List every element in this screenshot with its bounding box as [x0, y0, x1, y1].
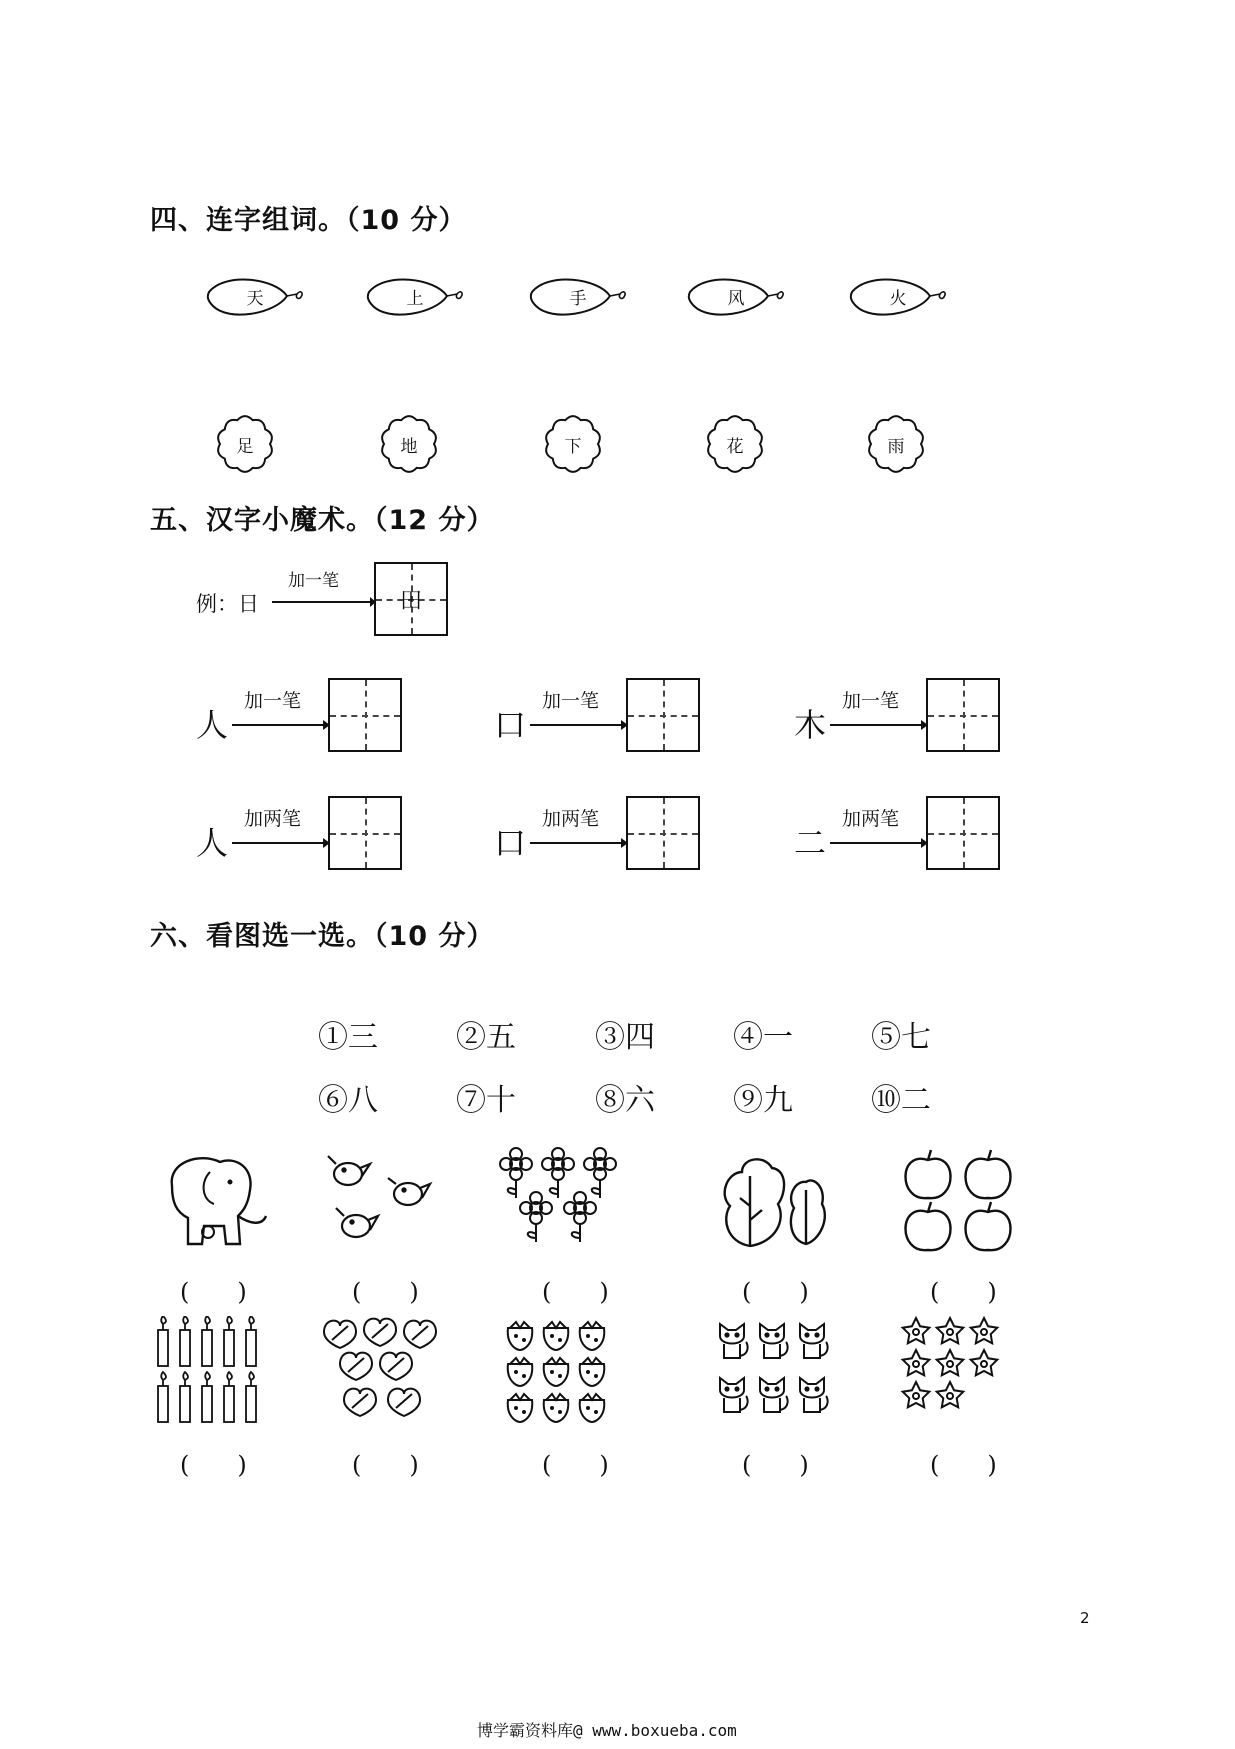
flower-word-item[interactable]: [864, 412, 928, 476]
flower-char: 花: [726, 437, 744, 457]
arrow-icon: [830, 718, 928, 732]
example-result: 田: [399, 588, 422, 614]
option-item: ⑩二: [871, 1083, 931, 1118]
picture-item: [498, 1146, 618, 1256]
answer-box[interactable]: [626, 796, 700, 870]
option-item: ⑧六: [595, 1083, 655, 1118]
op-label: 加两笔: [542, 808, 600, 830]
leaf-word-item[interactable]: [848, 270, 948, 326]
answer-paren[interactable]: ( ): [180, 1451, 247, 1479]
elephant-icon: [150, 1146, 270, 1256]
answer-box[interactable]: [626, 678, 700, 752]
op-label: 加两笔: [842, 808, 900, 830]
answer-paren[interactable]: ( ): [352, 1278, 419, 1306]
option-item: ③四: [595, 1020, 655, 1055]
flower-word-item[interactable]: [541, 412, 605, 476]
source-char: 人: [196, 824, 229, 862]
flower-icon: [498, 1146, 618, 1256]
op-label: 加一笔: [542, 690, 600, 712]
option-item: ④一: [733, 1020, 793, 1055]
source-char: 口: [494, 706, 527, 744]
leaf-word-item[interactable]: [686, 270, 786, 326]
flower-word-item[interactable]: [377, 412, 441, 476]
picture-item: [320, 1146, 440, 1256]
example-item: [196, 562, 456, 642]
option-item: ⑥八: [318, 1083, 378, 1118]
option-item: ①三: [318, 1020, 378, 1055]
flower-char: 下: [564, 437, 582, 457]
answer-box[interactable]: [926, 678, 1000, 752]
leaf-char: 上: [406, 289, 424, 309]
answer-paren[interactable]: ( ): [930, 1451, 997, 1479]
leaf-icon: [320, 1316, 440, 1426]
option-item: ⑦十: [456, 1083, 516, 1118]
picture-item: [150, 1316, 270, 1426]
footer-text: 博学霸资料库@ www.boxueba.com: [477, 1721, 737, 1740]
magic-item: [794, 678, 1014, 758]
picture-item: [898, 1146, 1018, 1256]
leaf-word-item[interactable]: [365, 270, 465, 326]
apple-icon: [898, 1146, 1018, 1256]
leaf-word-item[interactable]: [205, 270, 305, 326]
op-label: 加两笔: [244, 808, 302, 830]
magic-item: [794, 796, 1014, 876]
answer-paren[interactable]: ( ): [742, 1451, 809, 1479]
magic-item: [494, 796, 714, 876]
option-item: ⑤七: [871, 1020, 931, 1055]
leaf-char: 火: [889, 289, 907, 309]
example-prefix: 例：日: [196, 592, 259, 616]
star-icon: [898, 1316, 1018, 1426]
picture-item: [150, 1146, 270, 1256]
source-char: 二: [794, 824, 827, 862]
answer-paren[interactable]: ( ): [352, 1451, 419, 1479]
magic-item: [196, 796, 416, 876]
op-label: 加一笔: [244, 690, 302, 712]
leaf-char: 天: [246, 289, 264, 309]
flower-word-item[interactable]: [213, 412, 277, 476]
answer-paren[interactable]: ( ): [930, 1278, 997, 1306]
answer-paren[interactable]: ( ): [542, 1278, 609, 1306]
flower-word-item[interactable]: [703, 412, 767, 476]
magic-item: [494, 678, 714, 758]
section6-heading: 六、看图选一选。（10 分）: [150, 921, 495, 952]
answer-paren[interactable]: ( ): [542, 1451, 609, 1479]
leaf-char: 风: [727, 289, 745, 309]
leaf-word-item[interactable]: [528, 270, 628, 326]
flower-char: 足: [236, 437, 254, 457]
answer-box[interactable]: [926, 796, 1000, 870]
picture-item: [712, 1146, 832, 1256]
answer-box[interactable]: [328, 678, 402, 752]
magic-item: [196, 678, 416, 758]
picture-item: [498, 1316, 618, 1426]
option-item: ②五: [456, 1020, 516, 1055]
example-op-label: 加一笔: [288, 571, 339, 591]
option-item: ⑨九: [733, 1083, 793, 1118]
source-char: 口: [494, 824, 527, 862]
arrow-icon: [530, 836, 628, 850]
bird-icon: [320, 1146, 440, 1256]
strawberry-icon: [498, 1316, 618, 1426]
leaf-char: 手: [569, 289, 587, 309]
arrow-icon: [830, 836, 928, 850]
picture-item: [898, 1316, 1018, 1426]
flower-char: 雨: [887, 437, 905, 457]
cat-icon: [712, 1316, 832, 1426]
source-char: 木: [794, 706, 827, 744]
answer-paren[interactable]: ( ): [742, 1278, 809, 1306]
answer-paren[interactable]: ( ): [180, 1278, 247, 1306]
arrow-icon: [272, 594, 376, 610]
section5-heading: 五、汉字小魔术。（12 分）: [150, 505, 495, 536]
op-label: 加一笔: [842, 690, 900, 712]
page-number: 2: [1080, 1609, 1090, 1627]
picture-item: [320, 1316, 440, 1426]
arrow-icon: [232, 718, 330, 732]
tree-icon: [712, 1146, 832, 1256]
flower-char: 地: [400, 437, 418, 457]
answer-box[interactable]: [328, 796, 402, 870]
example-box: [374, 562, 448, 636]
source-char: 人: [196, 706, 229, 744]
arrow-icon: [530, 718, 628, 732]
picture-item: [712, 1316, 832, 1426]
candle-icon: [150, 1316, 270, 1426]
section4-heading: 四、连字组词。（10 分）: [150, 205, 467, 236]
arrow-icon: [232, 836, 330, 850]
